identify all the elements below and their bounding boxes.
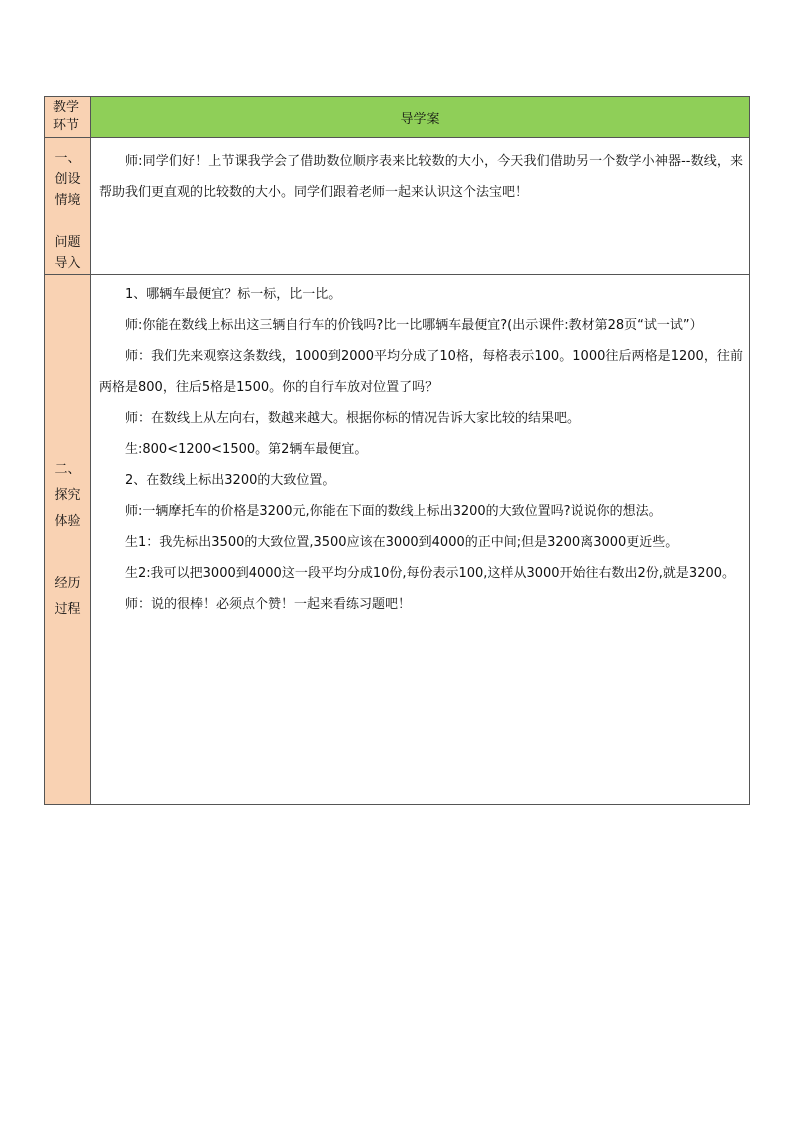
header-row bbox=[45, 97, 750, 138]
stage-label-line: 二、 bbox=[54, 461, 81, 477]
paragraph: 生1：我先标出3500的大致位置,3500应该在3000到4000的正中间;但是3200离3000更近些。 bbox=[125, 535, 679, 550]
stage-cell-intro bbox=[45, 138, 91, 275]
section-row-explore bbox=[45, 275, 750, 805]
stage-label-line: 一、 bbox=[54, 151, 81, 166]
paragraph: 生2:我可以把3000到4000这一段平均分成10份,每份表示100,这样从3000开始往右数出2份,就是3200。 bbox=[125, 566, 736, 581]
lesson-plan-table bbox=[44, 96, 750, 805]
stage-label-spacer bbox=[45, 535, 90, 571]
stage-header-line1: 教学 bbox=[53, 100, 80, 115]
stage-label-line: 创设 bbox=[54, 172, 81, 187]
stage-label-line: 问题 bbox=[54, 235, 81, 250]
section-row-intro bbox=[45, 138, 750, 275]
stage-label-line: 过程 bbox=[54, 601, 81, 617]
stage-header-line2: 环节 bbox=[53, 118, 80, 133]
stage-label-spacer bbox=[45, 211, 90, 232]
content-header-title: 导学案 bbox=[400, 111, 440, 127]
paragraph: 师:你能在数线上标出这三辆自行车的价钱吗?比一比哪辆车最便宜?(出示课件:教材第28页“试一试”） bbox=[125, 318, 703, 333]
stage-label-line: 导入 bbox=[54, 256, 81, 271]
paragraph: 生:800<1200<1500。第2辆车最便宜。 bbox=[125, 442, 368, 457]
paragraph: 师:一辆摩托车的价格是3200元,你能在下面的数线上标出3200的大致位置吗?说说你的想法。 bbox=[125, 504, 662, 519]
paragraph: 师:同学们好！上节课我学会了借助数位顺序表来比较数的大小，今天我们借助另一个数学小神器--数线，来帮助我们更直观的比较数的大小。同学们跟着老师一起来认识这个法宝吧！ bbox=[99, 154, 743, 200]
paragraph: 2、在数线上标出3200的大致位置。 bbox=[125, 473, 336, 488]
stage-label-line: 探究 bbox=[54, 487, 81, 503]
paragraph: 师：说的很棒！必须点个赞！一起来看练习题吧！ bbox=[125, 597, 412, 612]
paragraph: 1、哪辆车最便宜？标一标，比一比。 bbox=[125, 287, 342, 302]
paragraph: 师：在数线上从左向右，数越来越大。根据你标的情况告诉大家比较的结果吧。 bbox=[125, 411, 581, 426]
stage-label-line: 情境 bbox=[54, 193, 81, 208]
content-header-cell bbox=[91, 97, 750, 138]
stage-header-cell bbox=[45, 97, 91, 138]
content-cell-intro bbox=[91, 138, 750, 275]
stage-label-line: 体验 bbox=[54, 513, 81, 529]
stage-label-line: 经历 bbox=[54, 575, 81, 591]
stage-cell-explore bbox=[45, 275, 91, 805]
paragraph: 师：我们先来观察这条数线，1000到2000平均分成了10格，每格表示100。1000往后两格是1200，往前两格是800，往后5格是1500。你的自行车放对位置了吗？ bbox=[99, 349, 743, 395]
content-cell-explore bbox=[91, 275, 750, 805]
